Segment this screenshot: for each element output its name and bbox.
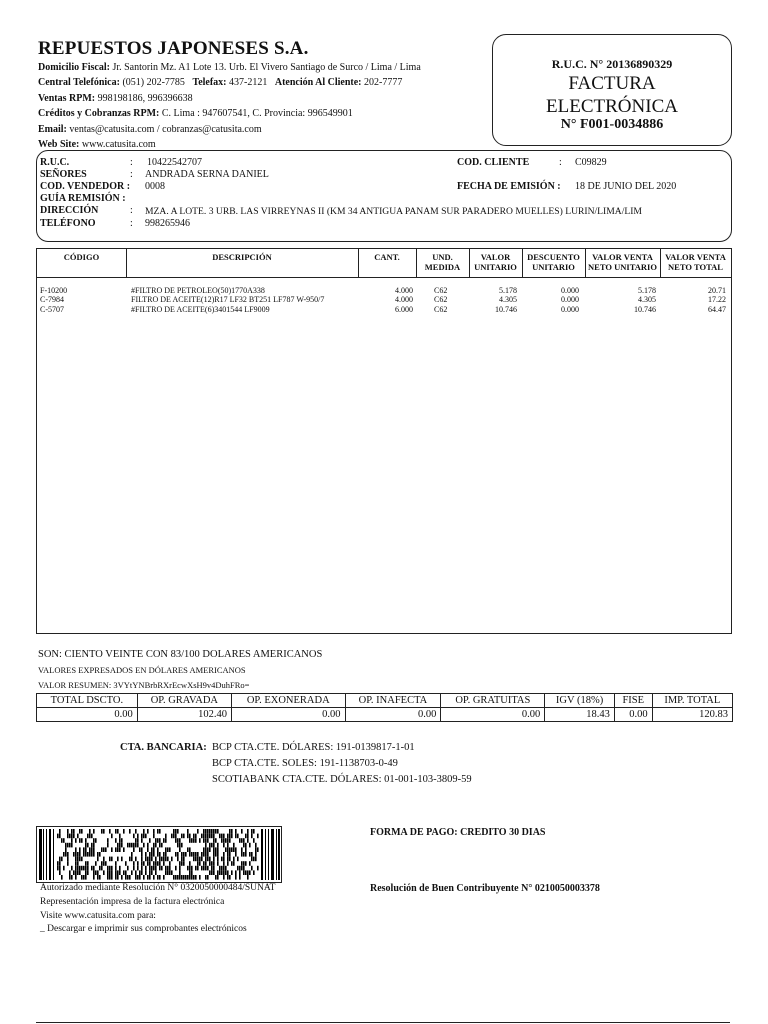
fiscal-address-label: Domicilio Fiscal: (38, 62, 110, 73)
download-note: _ Descargar e imprimir sus comprobantes electrónicos (40, 924, 247, 934)
bank-account: BCP CTA.CTE. DÓLARES: 191-0139817-1-01 (212, 742, 415, 753)
colon: : (559, 157, 562, 168)
igv: 18.43 (545, 708, 615, 722)
col-header-discount: DESCUENTO UNITARIO (527, 252, 580, 272)
cell-qty: 4.000 (395, 286, 413, 295)
creditos-line (38, 106, 421, 121)
cell-unit: C62 (434, 295, 448, 304)
total-discount: 0.00 (37, 708, 138, 722)
remision-label: GUÍA REMISIÓN : (40, 193, 126, 204)
central-label: Central Telefónica: (38, 77, 120, 89)
col-header-qty: CANT. (374, 252, 400, 262)
fise: 0.00 (614, 708, 652, 722)
cell-description: #FILTRO DE PETROLEO(50)1770A338 (131, 286, 265, 295)
cell-net-total: 64.47 (708, 305, 726, 314)
barcode-graphic (37, 827, 281, 882)
totals-header: TOTAL DSCTO. (37, 694, 138, 708)
totals-header: OP. GRAVADA (137, 694, 231, 708)
client-code: C09829 (575, 157, 607, 168)
atencion-label: Atención Al Cliente: (274, 77, 362, 89)
address-label: DIRECCIÓN (40, 205, 99, 216)
document-number: N° F001-0034886 (560, 117, 664, 132)
email-line (38, 122, 421, 137)
pdf417-barcode (36, 826, 282, 883)
email: ventas@catusita.com / cobranzas@catusita.com (69, 123, 262, 135)
totals-header: OP. EXONERADA (232, 694, 346, 708)
sunat-authorization: Autorizado mediante Resolución N° 0320050000484/SUNAT (40, 883, 276, 893)
totals-table (36, 693, 733, 722)
issuer-ruc: R.U.C. N° 20136890329 (551, 57, 673, 71)
currency-note: VALORES EXPRESADOS EN DÓLARES AMERICANOS (38, 665, 246, 675)
web-label: Web Site: (38, 139, 80, 151)
cell-unit-price: 5.178 (499, 286, 517, 295)
client-ruc: 10422542707 (147, 157, 202, 168)
client-address: MZA. A LOTE. 3 URB. LAS VIRREYNAS II (KM 34 ANTIGUA PANAM SUR PARADERO MUELLES) LURIN/LIMA/LIM (145, 206, 642, 217)
total-amount: 120.83 (652, 708, 732, 722)
bank-account: BCP CTA.CTE. SOLES: 191-1138703-0-49 (212, 758, 398, 769)
table-row (37, 295, 731, 305)
client-box (36, 150, 732, 242)
creditos: C. Lima : 947607541, C. Provincia: 996549901 (161, 108, 353, 120)
cell-description: #FILTRO DE ACEITE(6)3401544 LF9009 (131, 305, 270, 314)
payment-terms: FORMA DE PAGO: CREDITO 30 DIAS (370, 827, 546, 838)
cell-unit: C62 (434, 305, 448, 314)
colon: : (130, 169, 133, 180)
col-header-code: CÓDIGO (63, 252, 100, 262)
cell-net-unit: 5.178 (638, 286, 656, 295)
totals-header: OP. INAFECTA (345, 694, 441, 708)
cell-qty: 4.000 (395, 295, 413, 304)
col-header-description: DESCRIPCIÓN (212, 252, 272, 262)
amount-in-words: SON: CIENTO VEINTE CON 83/100 DOLARES AMERICANOS (38, 649, 323, 660)
email-label: Email: (38, 123, 67, 135)
company-info (38, 60, 421, 152)
rpm: 998198186, 996396638 (97, 92, 193, 104)
cell-net-total: 20.71 (708, 286, 726, 295)
client-name-label: SEÑORES (40, 169, 87, 180)
cell-discount: 0.000 (561, 295, 579, 304)
phones-line (38, 75, 421, 90)
bank-account: SCOTIABANK CTA.CTE. DÓLARES: 01-001-103-3809-59 (212, 774, 472, 785)
totals-header: IMP. TOTAL (652, 694, 732, 708)
client-name: ANDRADA SERNA DANIEL (145, 169, 269, 180)
totals-header-row (37, 694, 733, 708)
totals-value-row (37, 708, 733, 722)
op-gravada: 102.40 (137, 708, 231, 722)
central-phone: (051) 202-7785 (122, 77, 185, 89)
document-title-2: ELECTRÓNICA (546, 96, 678, 117)
telefax-label: Telefax: (192, 77, 227, 89)
cell-unit-price: 4.305 (499, 295, 517, 304)
cell-net-total: 17.22 (708, 295, 726, 304)
issue-date: 18 DE JUNIO DEL 2020 (575, 181, 677, 192)
seller-code: 0008 (145, 181, 165, 192)
cell-description: FILTRO DE ACEITE(12)R17 LF32 BT251 LF787 W-950/7 (131, 295, 325, 304)
company-name: REPUESTOS JAPONESES S.A. (38, 38, 309, 59)
cell-unit-price: 10.746 (495, 305, 517, 314)
colon: : (130, 218, 133, 229)
telefax: 437-2121 (229, 77, 268, 89)
colon: : (130, 205, 133, 216)
bottom-rule (36, 1022, 730, 1023)
bank-label: CTA. BANCARIA: (120, 742, 207, 753)
items-table (36, 248, 732, 634)
print-representation: Representación impresa de la factura electrónica (40, 897, 225, 907)
op-gratuitas: 0.00 (441, 708, 545, 722)
creditos-label: Créditos y Cobranzas RPM: (38, 108, 160, 120)
fiscal-address: Jr. Santorin Mz. A1 Lote 13. Urb. El Vivero Santiago de Surco / Lima / Lima (112, 62, 421, 73)
cell-discount: 0.000 (561, 286, 579, 295)
table-row (37, 305, 731, 315)
header-rule (37, 277, 731, 278)
phone-label: TELÉFONO (40, 218, 96, 229)
cell-unit: C62 (434, 286, 448, 295)
visit-site-note: Visite www.catusita.com para: (40, 911, 156, 921)
cell-code: C-7984 (40, 295, 64, 304)
col-header-net-total: VALOR VENTA NETO TOTAL (665, 252, 726, 272)
totals-header: IGV (18%) (545, 694, 615, 708)
seller-code-label: COD. VENDEDOR : (40, 181, 131, 192)
fiscal-address-line (38, 60, 421, 75)
op-inafecta: 0.00 (345, 708, 441, 722)
atencion-phone: 202-7777 (364, 77, 403, 89)
col-header-unit: UND. MEDIDA (424, 252, 461, 272)
cell-discount: 0.000 (561, 305, 579, 314)
summary-hash: VALOR RESUMEN: 3VYtYNBrbRXrEcwXsH9v4DuhFRo= (38, 680, 250, 690)
issue-date-label: FECHA DE EMISIÓN : (457, 181, 561, 192)
cell-code: F-10200 (40, 286, 68, 295)
web-site: www.catusita.com (81, 139, 156, 151)
document-id-box (492, 34, 732, 146)
rpm-line (38, 91, 421, 106)
col-header-unit-price: VALOR UNITARIO (474, 252, 517, 272)
col-header-net-unit: VALOR VENTA NETO UNITARIO (588, 252, 657, 272)
rpm-label: Ventas RPM: (38, 92, 96, 104)
good-taxpayer-resolution: Resolución de Buen Contribuyente N° 0210050003378 (370, 883, 600, 894)
op-exonerada: 0.00 (232, 708, 346, 722)
colon: : (130, 157, 133, 168)
cell-qty: 6.000 (395, 305, 413, 314)
client-phone: 998265946 (145, 218, 190, 229)
totals-header: FISE (614, 694, 652, 708)
cell-code: C-5707 (40, 305, 64, 314)
document-title-1: FACTURA (568, 73, 656, 94)
client-ruc-label: R.U.C. (40, 157, 70, 168)
client-code-label: COD. CLIENTE (457, 157, 530, 168)
totals-header: OP. GRATUITAS (441, 694, 545, 708)
cell-net-unit: 10.746 (634, 305, 656, 314)
cell-net-unit: 4.305 (638, 295, 656, 304)
